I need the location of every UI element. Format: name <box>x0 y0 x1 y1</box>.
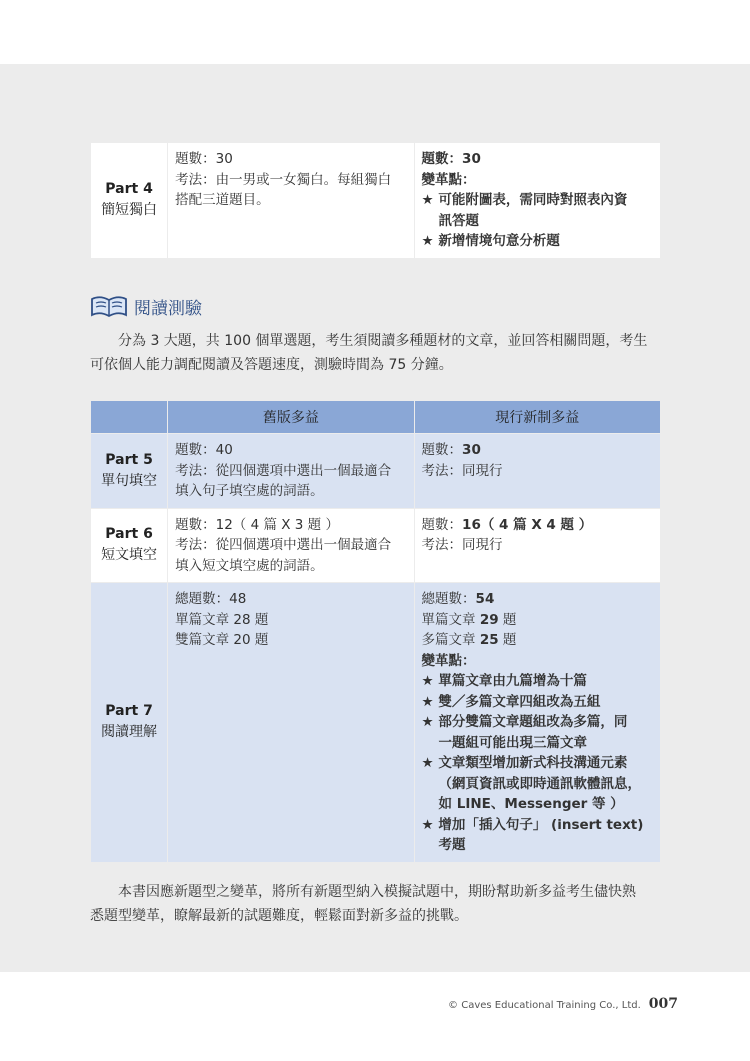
part7-label-cell <box>91 583 168 863</box>
part6-label-cell <box>91 508 168 583</box>
section-title: 閱讀測驗 <box>134 298 202 319</box>
change-item: ★ 文章類型增加新式科技溝通元素 <box>421 755 628 771</box>
part-title: 簡短獨白 <box>101 202 158 219</box>
intro-line-2: 可依個人能力調配閱讀及答題速度，測驗時間為 75 分鐘。 <box>90 357 453 373</box>
old-method-line-2: 填入短文填空處的詞語。 <box>175 557 324 574</box>
intro-line-1: 分為 3 大題，共 100 個單選題，考生須閱讀多種題材的文章，並回答相關問題，考生 <box>118 333 648 349</box>
table-row <box>91 434 661 509</box>
new-count: 題數：30 <box>421 151 481 167</box>
old-method-line-1: 考法：由一男或一女獨白。每組獨白 <box>175 171 392 188</box>
old-method-line-1: 考法：從四個選項中選出一個最適合 <box>175 537 392 553</box>
new-changes-label: 變革點： <box>421 652 476 669</box>
change-item: ★ 單篇文章由九篇增為十篇 <box>421 673 587 689</box>
reading-intro <box>90 329 662 377</box>
header-old-toeic: 舊版多益 <box>168 401 414 434</box>
new-method: 考法：同現行 <box>421 462 503 479</box>
new-multi: 多篇文章 25 題 <box>421 632 517 648</box>
header-empty <box>91 401 168 434</box>
change-item-cont: （網頁資訊或即時通訊軟體訊息， <box>438 775 642 792</box>
table-row <box>91 508 661 583</box>
old-double: 雙篇文章 20 題 <box>175 632 269 648</box>
table-header-row <box>91 401 661 434</box>
part4-label-cell <box>91 143 168 259</box>
old-method-line-2: 填入句子填空處的詞語。 <box>175 483 324 499</box>
open-book-icon <box>90 293 128 319</box>
part6-new-cell <box>414 508 660 583</box>
new-total: 總題數：54 <box>421 591 495 607</box>
change-item: ★ 雙／多篇文章四組改為五組 <box>421 693 601 710</box>
change-item: ★ 部分雙篇文章題組改為多篇，同 <box>421 714 628 730</box>
part5-new-cell <box>414 434 660 509</box>
table-row <box>91 143 661 259</box>
part4-old-cell <box>168 143 414 259</box>
new-changes-label: 變革點： <box>421 171 476 188</box>
old-single: 單篇文章 28 題 <box>175 611 269 628</box>
old-total: 總題數：48 <box>175 591 247 607</box>
closing-paragraph <box>90 880 662 928</box>
closing-line-1: 本書因應新題型之變革，將所有新題型納入模擬試題中，期盼幫助新多益考生儘快熟 <box>118 884 636 900</box>
change-item-cont: 訊答題 <box>438 212 480 229</box>
new-method: 考法：同現行 <box>421 537 503 553</box>
new-count: 題數：30 <box>421 442 481 458</box>
part-title: 單句填空 <box>101 472 158 489</box>
copyright-text: © Caves Educational Training Co., Ltd. <box>448 1000 641 1011</box>
part-name: Part 4 <box>105 181 153 198</box>
new-single: 單篇文章 29 題 <box>421 611 517 628</box>
old-method-line-2: 搭配三道題目。 <box>175 192 270 208</box>
part6-old-cell <box>168 508 414 583</box>
part5-label-cell <box>91 434 168 509</box>
change-item: ★ 增加「插入句子」 (insert text) <box>421 816 644 833</box>
part-name: Part 5 <box>105 451 153 468</box>
old-method-line-1: 考法：從四個選項中選出一個最適合 <box>175 462 392 479</box>
page-number: 007 <box>648 996 678 1012</box>
header-new-toeic: 現行新制多益 <box>414 401 660 434</box>
part7-new-cell <box>414 583 660 863</box>
old-count: 題數：30 <box>175 151 233 167</box>
closing-line-2: 悉題型變革，瞭解最新的試題難度，輕鬆面對新多益的挑戰。 <box>90 908 468 924</box>
change-item-cont: 考題 <box>438 837 466 853</box>
part-title: 短文填空 <box>101 547 158 564</box>
change-item-cont: 如 LINE、Messenger 等 ） <box>438 796 624 812</box>
part4-table <box>90 142 661 259</box>
part7-old-cell <box>168 583 414 863</box>
part-title: 閱讀理解 <box>101 724 158 741</box>
change-item-cont: 一題組可能出現三篇文章 <box>438 734 588 751</box>
part4-new-cell <box>414 143 660 259</box>
change-item: ★ 可能附圖表，需同時對照表內資 <box>421 192 628 208</box>
old-count: 題數：40 <box>175 442 233 458</box>
reading-comparison-table <box>90 400 661 863</box>
part5-old-cell <box>168 434 414 509</box>
table-row <box>91 583 661 863</box>
reading-section-heading <box>90 292 202 320</box>
part-name: Part 6 <box>105 526 153 543</box>
old-count: 題數：12（ 4 篇 X 3 題 ） <box>175 516 339 533</box>
part-name: Part 7 <box>105 703 153 720</box>
change-item: ★ 新增情境句意分析題 <box>421 233 560 249</box>
new-count: 題數：16（ 4 篇 X 4 題 ） <box>421 516 593 533</box>
page-footer <box>448 996 678 1012</box>
